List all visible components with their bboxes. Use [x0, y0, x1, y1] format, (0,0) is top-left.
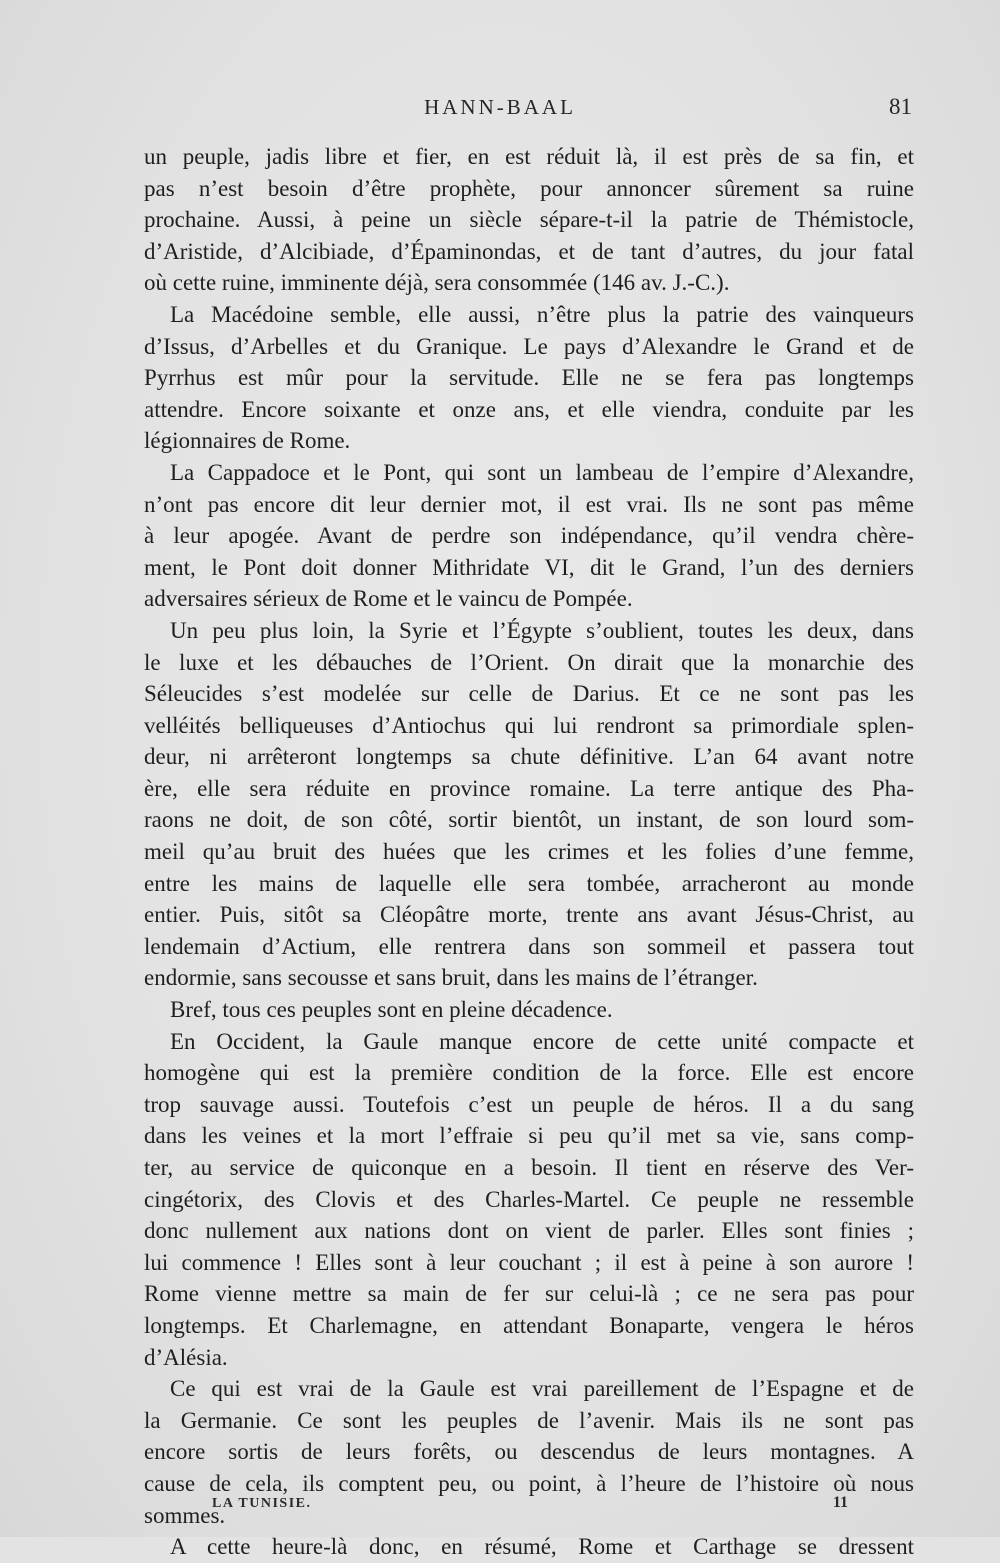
text-line: prochaine. Aussi, à peine un siècle sépare-t-il la patrie de Thémistocle,: [144, 207, 914, 233]
text-line: Séleucides s’est modelée sur celle de Darius. Et ce ne sont pas les: [144, 681, 914, 707]
text-line: d’Alésia.: [144, 1344, 228, 1370]
text-line: Ce qui est vrai de la Gaule est vrai pareillement de l’Espagne et de: [170, 1376, 914, 1402]
footer-signature: LA TUNISIE.: [212, 1496, 312, 1511]
text-line: sommes.: [144, 1502, 226, 1528]
text-line: A cette heure-là donc, en résumé, Rome et Carthage se dressent: [170, 1534, 914, 1560]
text-line: un peuple, jadis libre et fier, en est réduit là, il est près de sa fin, et: [144, 144, 914, 169]
text-line: cause de cela, ils comptent peu, ou point, à l’heure de l’histoire où nous: [144, 1470, 914, 1496]
text-line: La Cappadoce et le Pont, qui sont un lambeau de l’empire d’Alexandre,: [170, 459, 914, 485]
text-line: velléités belliqueuses d’Antiochus qui lui rendront sa primordiale splen-: [144, 712, 914, 738]
text-line: ère, elle sera réduite en province romaine. La terre antique des Pha-: [144, 775, 914, 801]
text-line: Pyrrhus est mûr pour la servitude. Elle ne se fera pas longtemps: [144, 365, 914, 391]
running-title: HANN-BAAL: [424, 95, 576, 119]
text-line: raons ne doit, de son côté, sortir bientôt, un instant, de son lourd som-: [144, 807, 914, 833]
text-line: dans les veines et la mort l’effraie si peu qu’il met sa vie, sans comp-: [144, 1123, 914, 1149]
page-number: 81: [889, 94, 912, 119]
text-line: longtemps. Et Charlemagne, en attendant Bonaparte, vengera le héros: [144, 1312, 914, 1338]
text-line: le luxe et les débauches de l’Orient. On dirait que la monarchie des: [144, 649, 914, 675]
text-line: donc nullement aux nations dont on vient de parler. Elles sont finies ;: [144, 1218, 914, 1244]
text-line: d’Issus, d’Arbelles et du Granique. Le pays d’Alexandre le Grand et de: [144, 333, 914, 359]
text-line: n’ont pas encore dit leur dernier mot, il est vrai. Ils ne sont pas même: [144, 491, 914, 517]
text-line: entier. Puis, sitôt sa Cléopâtre morte, trente ans avant Jésus-Christ, au: [144, 902, 914, 928]
footer-sheet-number: 11: [832, 1494, 848, 1511]
text-line: d’Aristide, d’Alcibiade, d’Épaminondas, et de tant d’autres, du jour fatal: [144, 238, 914, 264]
text-line: où cette ruine, imminente déjà, sera consommée (146 av. J.-C.).: [144, 270, 730, 296]
text-line: cingétorix, des Clovis et des Charles-Martel. Ce peuple ne ressemble: [144, 1186, 914, 1212]
text-line: La Macédoine semble, elle aussi, n’être plus la patrie des vainqueurs: [170, 301, 914, 327]
text-line: lui commence ! Elles sont à leur couchant ; il est à peine à son aurore !: [144, 1249, 914, 1275]
text-line: homogène qui est la première condition de la force. Elle est encore: [144, 1060, 914, 1086]
text-line: Bref, tous ces peuples sont en pleine décadence.: [170, 997, 613, 1023]
text-line: Un peu plus loin, la Syrie et l’Égypte s’oublient, toutes les deux, dans: [170, 617, 914, 643]
text-line: encore sortis de leurs forêts, ou descendus de leurs montagnes. A: [144, 1439, 914, 1465]
text-line: ter, au service de quiconque en a besoin. Il tient en réserve des Ver-: [144, 1155, 914, 1180]
text-line: attendre. Encore soixante et onze ans, et elle viendra, conduite par les: [144, 396, 914, 422]
text-line: entre les mains de laquelle elle sera tombée, arracheront au monde: [144, 870, 914, 896]
text-line: meil qu’au bruit des huées que les crimes et les folies d’une femme,: [144, 839, 914, 865]
text-line: à leur apogée. Avant de perdre son indépendance, qu’il vendra chère-: [144, 523, 914, 549]
text-line: lendemain d’Actium, elle rentrera dans son sommeil et passera tout: [144, 933, 914, 959]
text-line: trop sauvage aussi. Toutefois c’est un peuple de héros. Il a du sang: [144, 1091, 914, 1117]
text-line: la Germanie. Ce sont les peuples de l’avenir. Mais ils ne sont pas: [144, 1407, 914, 1433]
text-line: endormie, sans secousse et sans bruit, dans les mains de l’étranger.: [144, 965, 758, 991]
body-text: [144, 141, 914, 1563]
text-line: En Occident, la Gaule manque encore de cette unité compacte et: [170, 1028, 914, 1054]
text-line: légionnaires de Rome.: [144, 428, 351, 454]
text-line: Rome vienne mettre sa main de fer sur celui-là ; ce ne sera pas pour: [144, 1281, 914, 1307]
text-line: adversaires sérieux de Rome et le vaincu de Pompée.: [144, 586, 633, 612]
text-line: deur, ni arrêteront longtemps sa chute définitive. L’an 64 avant notre: [144, 744, 914, 770]
text-line: ment, le Pont doit donner Mithridate VI, dit le Grand, l’un des derniers: [144, 554, 914, 580]
text-line: pas n’est besoin d’être prophète, pour annoncer sûrement sa ruine: [144, 175, 914, 201]
